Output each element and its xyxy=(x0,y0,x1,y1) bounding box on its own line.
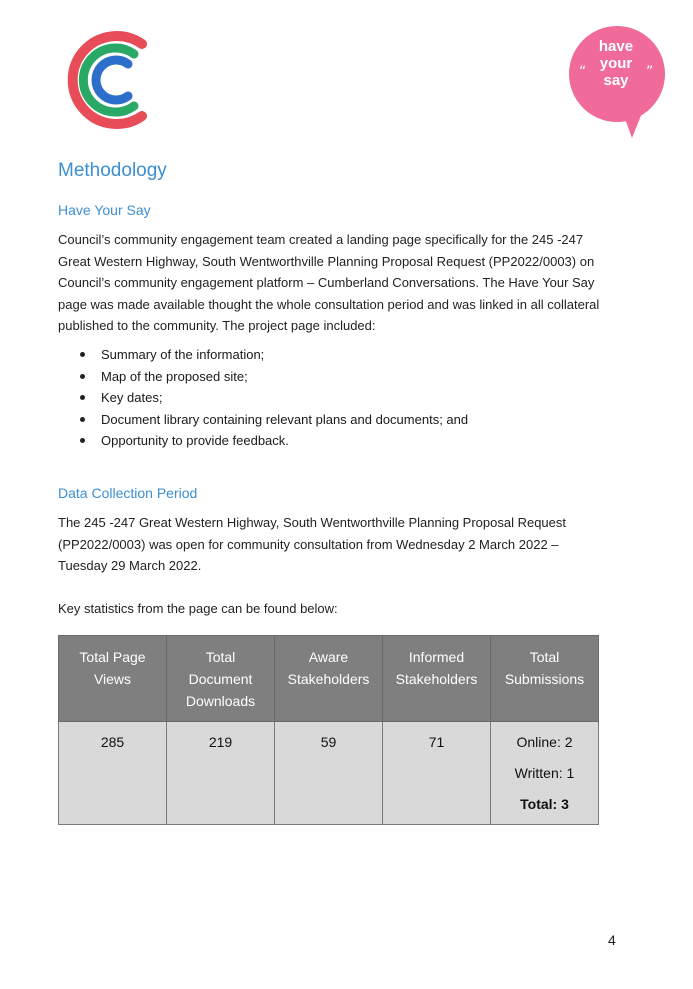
cell-informed-stakeholders: 71 xyxy=(383,722,491,825)
bullet-icon xyxy=(80,395,85,400)
cell-page-views: 285 xyxy=(59,722,167,825)
data-collection-paragraph xyxy=(58,512,618,577)
list-item: Map of the proposed site; xyxy=(58,366,468,388)
header-total-page-views: Total Page Views xyxy=(59,636,167,722)
submissions-online: Online: 2 xyxy=(516,734,573,750)
bullet-icon xyxy=(80,438,85,443)
header-total-submissions: Total Submissions xyxy=(491,636,599,722)
submissions-total: Total: 3 xyxy=(520,796,569,812)
paragraph-line: Council’s community engagement team created a landing page specifically for the 245 -247 xyxy=(58,232,584,247)
svg-text:”: ” xyxy=(646,64,654,80)
table-row xyxy=(59,722,599,825)
submissions-written: Written: 1 xyxy=(514,765,575,781)
bullet-icon xyxy=(80,417,85,422)
list-item: Document library containing relevant plans and documents; and xyxy=(58,409,468,431)
list-item: Summary of the information; xyxy=(58,344,468,366)
header-aware-stakeholders: Aware Stakeholders xyxy=(275,636,383,722)
page-number: 4 xyxy=(608,932,616,948)
logo-text-have: have xyxy=(598,38,634,55)
table-header-row xyxy=(59,636,599,722)
bullet-icon xyxy=(80,374,85,379)
cell-document-downloads: 219 xyxy=(167,722,275,825)
section-heading-have-your-say: Have Your Say xyxy=(58,202,151,218)
paragraph-line: Council’s community engagement platform – Cumberland Conversations. The Have Your Say xyxy=(58,275,595,290)
svg-text:“: “ xyxy=(579,64,587,80)
paragraph-line: (PP2022/0003) was open for community consultation from Wednesday 2 March 2022 – xyxy=(58,536,559,552)
list-item: Key dates; xyxy=(58,387,468,409)
cell-aware-stakeholders: 59 xyxy=(275,722,383,825)
paragraph-line: The 245 -247 Great Western Highway, South Wentworthville Planning Proposal Request xyxy=(58,515,566,530)
statistics-intro: Key statistics from the page can be found below: xyxy=(58,601,338,616)
list-item: Opportunity to provide feedback. xyxy=(58,430,468,452)
paragraph-line: published to the community. The project page included: xyxy=(58,318,376,333)
have-your-say-logo xyxy=(566,24,668,142)
have-your-say-paragraph xyxy=(58,229,618,337)
page-heading: Methodology xyxy=(58,160,167,181)
paragraph-line: page was made available thought the whole consultation period and was linked in all collateral xyxy=(58,296,600,312)
section-heading-data-collection: Data Collection Period xyxy=(58,485,198,501)
paragraph-line: Tuesday 29 March 2022. xyxy=(58,558,202,573)
cell-total-submissions xyxy=(491,722,599,825)
key-statistics-table xyxy=(58,635,599,825)
bullet-icon xyxy=(80,352,85,357)
header-total-document-downloads: Total Document Downloads xyxy=(167,636,275,722)
logo-text-say: say xyxy=(603,72,629,89)
header-informed-stakeholders: Informed Stakeholders xyxy=(383,636,491,722)
project-page-list xyxy=(58,344,468,452)
council-logo xyxy=(62,30,154,130)
logo-text-your: your xyxy=(599,55,633,72)
paragraph-line: Great Western Highway, South Wentworthville Planning Proposal Request (PP2022/0003) on xyxy=(58,253,595,269)
